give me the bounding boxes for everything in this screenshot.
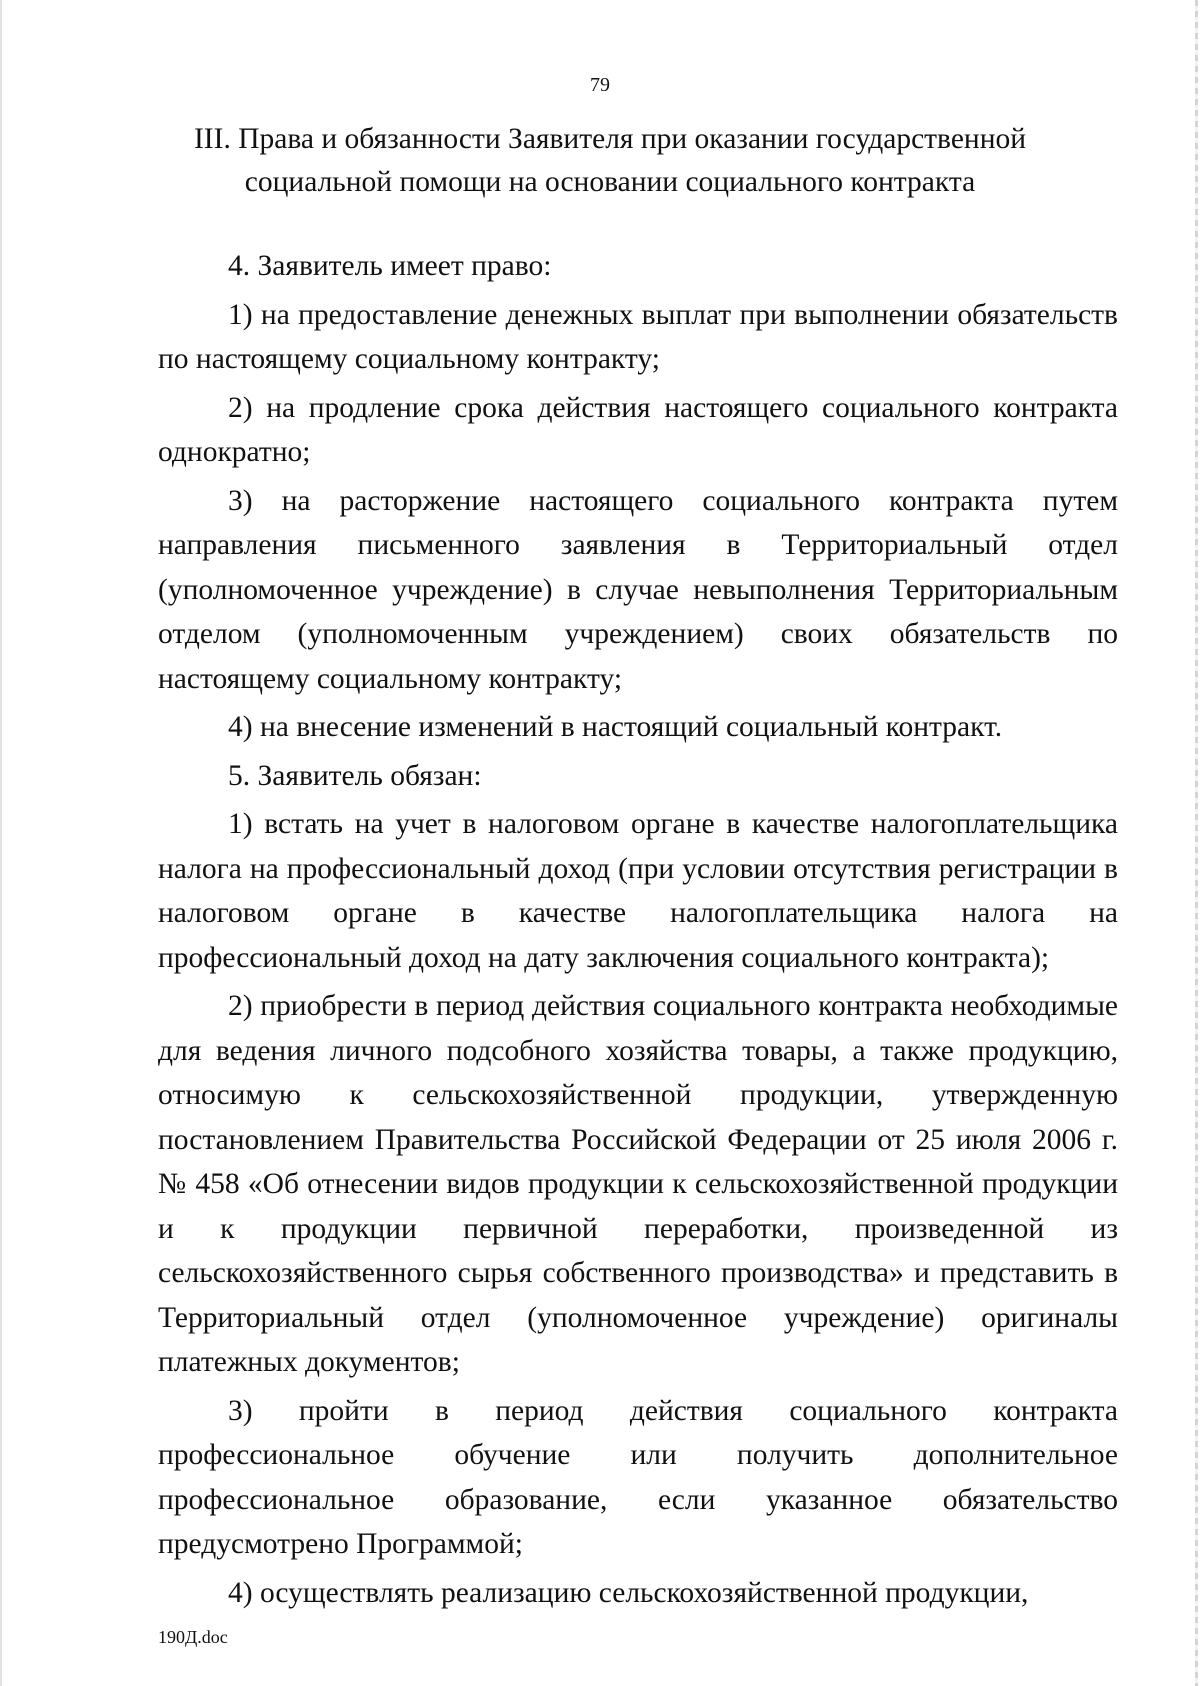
paragraph-duty-3: 3) пройти в период действия социального контракта профессиональное обучение или получить дополнительное профессиональное образование, если указанное обязательство предусмотрено Программой; [158,1394,1118,1560]
paragraph-duties-intro: 5. Заявитель обязан: [228,759,482,792]
footer-filename: 190Д.doc [158,1627,228,1647]
paragraph-right-4: 4) на внесение изменений в настоящий социальный контракт. [228,711,1003,743]
section-heading-line-2: социальной помощи на основании социального контракта [244,166,976,198]
paragraph-rights-intro: 4. Заявитель имеет право: [228,250,552,282]
paragraph-duty-2: 2) приобрести в период действия социального контракта необходимые для ведения личного подсобного хозяйства товары, а также продукцию, относимую к сельскохозяйственной продукции, утвержденную постановлением Правительства Российской Федерации от 25 июля 2006 г. № 458 «Об отнесении видов продукции к сельскохозяйственной продукции и к продукции первичной переработки, произведенной из сельскохозяйственного сырья собственного производства» и представить в Территориальный отдел (уполномоченное учреждение) оригиналы платежных документов; [158,990,1118,1378]
page-number: 79 [590,74,610,96]
paragraph-right-2: 2) на продление срока действия настоящего социального контракта однократно; [158,391,1118,468]
paragraph-duty-1: 1) встать на учет в налоговом органе в качестве налогоплательщика налога на профессиональный доход (при условии отсутствия регистрации в налоговом органе в качестве налогоплательщика налога на профессиональный доход на дату заключения социального контракта); [158,808,1118,974]
paragraph-right-1: 1) на предоставление денежных выплат при выполнении обязательств по настоящему социальному контракту; [158,298,1118,375]
paragraph-right-3: 3) на расторжение настоящего социального контракта путем направления письменного заявления в Территориальный отдел (уполномоченное учреждение) в случае невыполнения Территориальным отделом (уполномоченным учреждением) своих обязательств по настоящему социальному контракту; [158,484,1118,695]
section-heading-line-1: III. Права и обязанности Заявителя при оказании государственной [193,123,1027,155]
scan-edge-right [1195,0,1198,1686]
paragraph-duty-4: 4) осуществлять реализацию сельскохозяйственной продукции, [228,1576,1029,1609]
document-body [158,244,1118,1615]
scan-edge-left [0,0,2,1686]
section-heading [150,118,1070,204]
